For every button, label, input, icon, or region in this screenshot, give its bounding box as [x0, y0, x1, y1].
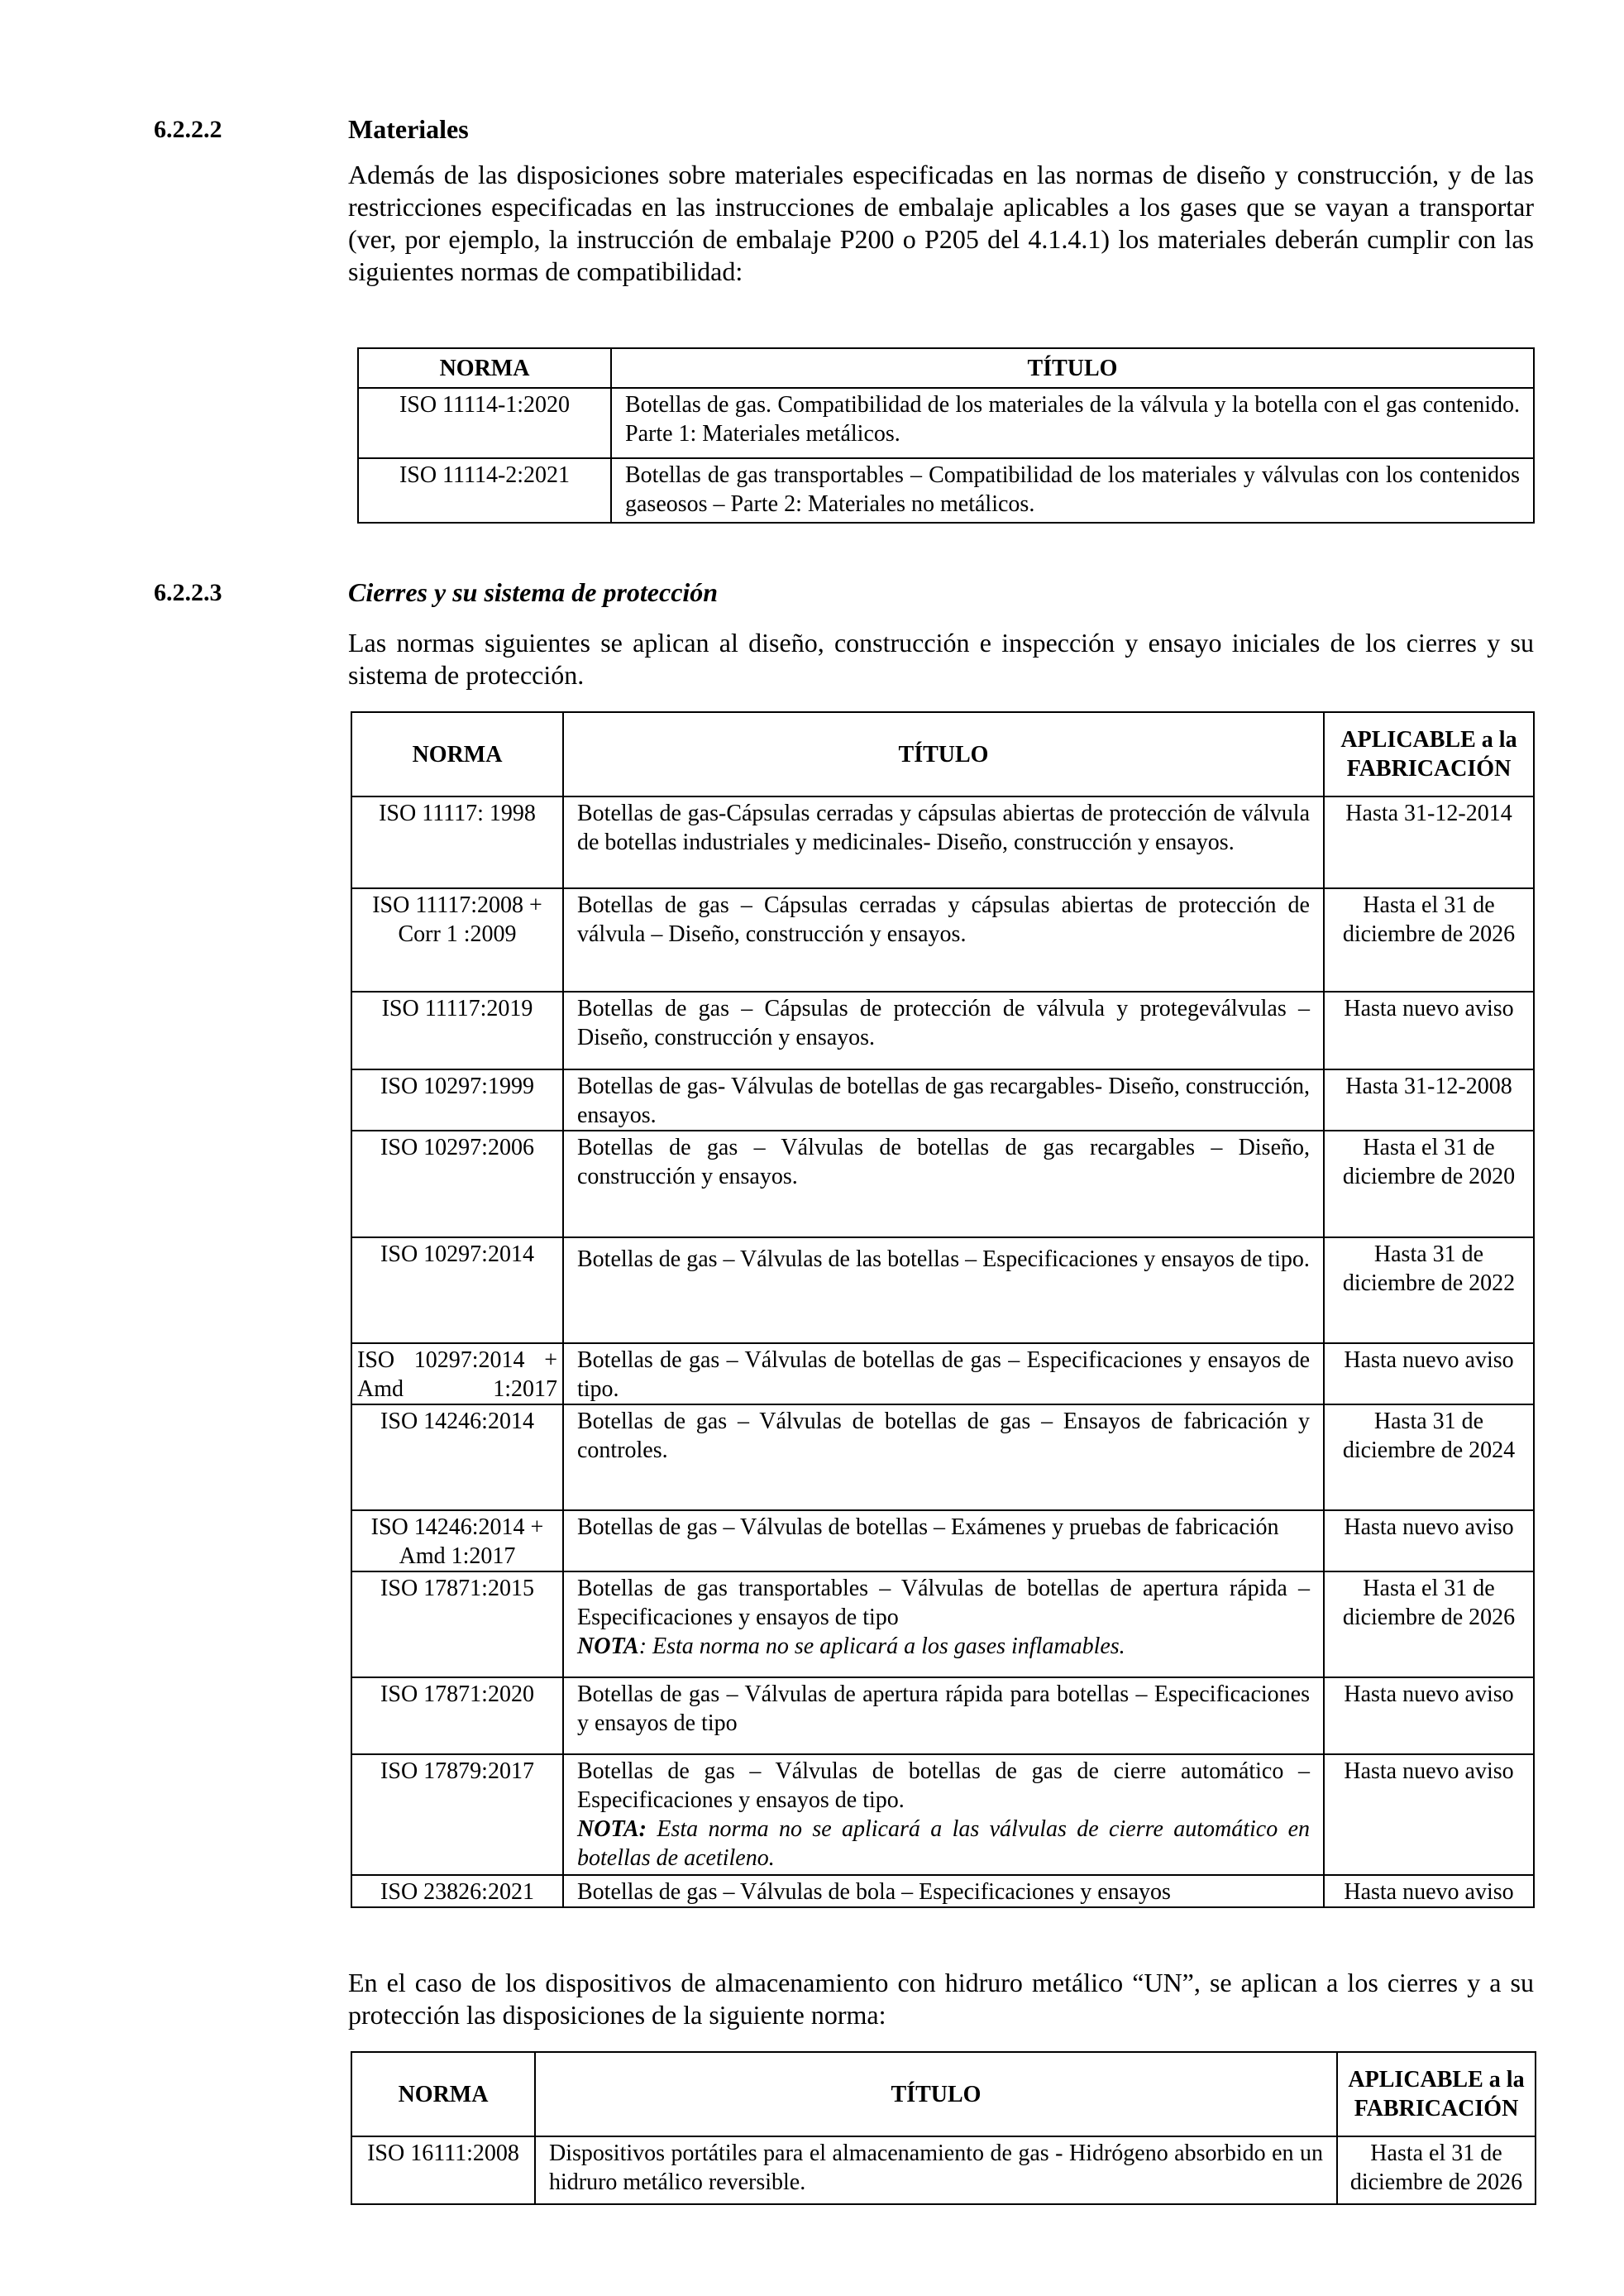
column-header-aplicable: APLICABLE a la FABRICACIÓN [1337, 2052, 1536, 2136]
aplicable-cell: Hasta el 31 de diciembre de 2026 [1324, 888, 1534, 992]
nota-line [577, 1815, 1310, 1873]
norma-cell: ISO 11114-1:2020 [358, 388, 611, 458]
norma-cell: ISO 14246:2014 + Amd 1:2017 [351, 1510, 563, 1571]
aplicable-cell: Hasta nuevo aviso [1324, 1754, 1534, 1875]
titulo-cell: Botellas de gas – Válvulas de botellas de gas – Ensayos de fabricación y controles. [563, 1404, 1324, 1510]
norma-cell: ISO 14246:2014 [351, 1404, 563, 1510]
norma-cell: ISO 10297:1999 [351, 1069, 563, 1131]
titulo-cell: Botellas de gas – Válvulas de apertura rápida para botellas – Especificaciones y ensayos de tipo [563, 1677, 1324, 1754]
table-row [351, 2136, 1536, 2204]
norma-cell: ISO 16111:2008 [351, 2136, 535, 2204]
nota-label: NOTA [577, 1634, 639, 1659]
norma-cell: ISO 11117:2019 [351, 992, 563, 1069]
titulo-cell [563, 1571, 1324, 1677]
table-row [351, 1754, 1534, 1875]
aplicable-cell: Hasta nuevo aviso [1324, 1343, 1534, 1404]
aplicable-cell: Hasta nuevo aviso [1324, 1510, 1534, 1571]
titulo-cell: Botellas de gas – Cápsulas cerradas y cápsulas abiertas de protección de válvula – Diseño, construcción y ensayos. [563, 888, 1324, 992]
titulo-cell: Botellas de gas – Válvulas de bola – Especificaciones y ensayos [563, 1875, 1324, 1907]
nota-line [577, 1632, 1310, 1661]
nota-text: : Esta norma no se aplicará a los gases inflamables. [638, 1634, 1125, 1659]
titulo-text: Botellas de gas transportables – Válvulas de botellas de apertura rápida – Especificaciones y ensayos de tipo [577, 1576, 1310, 1630]
section-title: Cierres y su sistema de protección [348, 577, 719, 607]
aplicable-cell: Hasta el 31 de diciembre de 2026 [1337, 2136, 1536, 2204]
table-row [351, 1677, 1534, 1754]
column-header-norma: NORMA [351, 2052, 535, 2136]
materials-table [357, 347, 1535, 524]
table-row [358, 388, 1534, 458]
aplicable-cell: Hasta nuevo aviso [1324, 1677, 1534, 1754]
table-row [351, 796, 1534, 888]
aplicable-cell: Hasta nuevo aviso [1324, 992, 1534, 1069]
column-header-titulo: TÍTULO [535, 2052, 1337, 2136]
aplicable-cell: Hasta 31-12-2014 [1324, 796, 1534, 888]
section-paragraph: Además de las disposiciones sobre materiales especificadas en las normas de diseño y construcción, y de las restricciones especificadas en las instrucciones de embalaje aplicables a los gases que se vayan a transportar (ver, por ejemplo, la instrucción de embalaje P200 o P205 del 4.1.4.1) los materiales deberán cumplir con las siguientes normas de compatibilidad: [348, 160, 1534, 286]
table-row [351, 888, 1534, 992]
closures-table [351, 711, 1535, 1908]
table-row [358, 458, 1534, 523]
table-row [351, 1343, 1534, 1404]
aplicable-cell: Hasta 31 de diciembre de 2024 [1324, 1404, 1534, 1510]
titulo-cell: Botellas de gas – Cápsulas de protección de válvula y protegeválvulas – Diseño, construcción y ensayos. [563, 992, 1324, 1069]
section-paragraph: En el caso de los dispositivos de almacenamiento con hidruro metálico “UN”, se aplican a los cierres y a su protección las disposiciones de la siguiente norma: [348, 1968, 1534, 2030]
section-number: 6.2.2.3 [154, 579, 222, 606]
norma-cell: ISO 11114-2:2021 [358, 458, 611, 523]
norma-cell: ISO 11117:2008 + Corr 1 :2009 [351, 888, 563, 992]
section-number: 6.2.2.2 [154, 116, 222, 143]
table-row [351, 1404, 1534, 1510]
titulo-cell [563, 1754, 1324, 1875]
aplicable-cell: Hasta nuevo aviso [1324, 1875, 1534, 1907]
aplicable-cell: Hasta el 31 de diciembre de 2020 [1324, 1131, 1534, 1237]
titulo-cell: Botellas de gas-Cápsulas cerradas y cápsulas abiertas de protección de válvula de botellas industriales y medicinales- Diseño, construcción y ensayos. [563, 796, 1324, 888]
table-row [351, 1510, 1534, 1571]
column-header-titulo: TÍTULO [563, 712, 1324, 796]
table-row [351, 1069, 1534, 1131]
titulo-cell: Dispositivos portátiles para el almacenamiento de gas - Hidrógeno absorbido en un hidruro metálico reversible. [535, 2136, 1337, 2204]
norma-cell: ISO 11117: 1998 [351, 796, 563, 888]
norma-cell: ISO 10297:2014 + Amd 1:2017 [351, 1343, 563, 1404]
section-paragraph: Las normas siguientes se aplican al diseño, construcción e inspección y ensayo iniciales de los cierres y su sistema de protección. [348, 628, 1534, 690]
column-header-norma: NORMA [351, 712, 563, 796]
titulo-cell: Botellas de gas – Válvulas de las botellas – Especificaciones y ensayos de tipo. [563, 1237, 1324, 1343]
titulo-text: Botellas de gas – Válvulas de botellas de gas de cierre automático – Especificaciones y ensayos de tipo. [577, 1758, 1310, 1813]
norma-cell: ISO 10297:2006 [351, 1131, 563, 1237]
norma-cell: ISO 17871:2015 [351, 1571, 563, 1677]
table-row [351, 1875, 1534, 1907]
titulo-cell: Botellas de gas – Válvulas de botellas – Exámenes y pruebas de fabricación [563, 1510, 1324, 1571]
titulo-cell: Botellas de gas. Compatibilidad de los materiales de la válvula y la botella con el gas contenido. Parte 1: Materiales metálicos. [611, 388, 1534, 458]
table-row [351, 1571, 1534, 1677]
nota-label: NOTA: [577, 1816, 647, 1842]
aplicable-cell: Hasta 31-12-2008 [1324, 1069, 1534, 1131]
titulo-cell: Botellas de gas- Válvulas de botellas de gas recargables- Diseño, construcción, ensayos. [563, 1069, 1324, 1131]
table-row [351, 1237, 1534, 1343]
norma-cell: ISO 17879:2017 [351, 1754, 563, 1875]
aplicable-cell: Hasta 31 de diciembre de 2022 [1324, 1237, 1534, 1343]
titulo-cell: Botellas de gas transportables – Compatibilidad de los materiales y válvulas con los contenidos gaseosos – Parte 2: Materiales no metálicos. [611, 458, 1534, 523]
column-header-norma: NORMA [358, 348, 611, 388]
column-header-aplicable: APLICABLE a la FABRICACIÓN [1324, 712, 1534, 796]
metal-hydride-table [351, 2051, 1536, 2205]
titulo-cell: Botellas de gas – Válvulas de botellas de gas recargables – Diseño, construcción y ensayos. [563, 1131, 1324, 1237]
norma-cell: ISO 17871:2020 [351, 1677, 563, 1754]
table-row [351, 1131, 1534, 1237]
aplicable-cell: Hasta el 31 de diciembre de 2026 [1324, 1571, 1534, 1677]
nota-text: Esta norma no se aplicará a las válvulas de cierre automático en botellas de acetileno. [577, 1816, 1310, 1871]
section-title: Materiales [348, 114, 469, 144]
norma-cell: ISO 10297:2014 [351, 1237, 563, 1343]
norma-cell: ISO 23826:2021 [351, 1875, 563, 1907]
titulo-cell: Botellas de gas – Válvulas de botellas de gas – Especificaciones y ensayos de tipo. [563, 1343, 1324, 1404]
table-row [351, 992, 1534, 1069]
column-header-titulo: TÍTULO [611, 348, 1534, 388]
